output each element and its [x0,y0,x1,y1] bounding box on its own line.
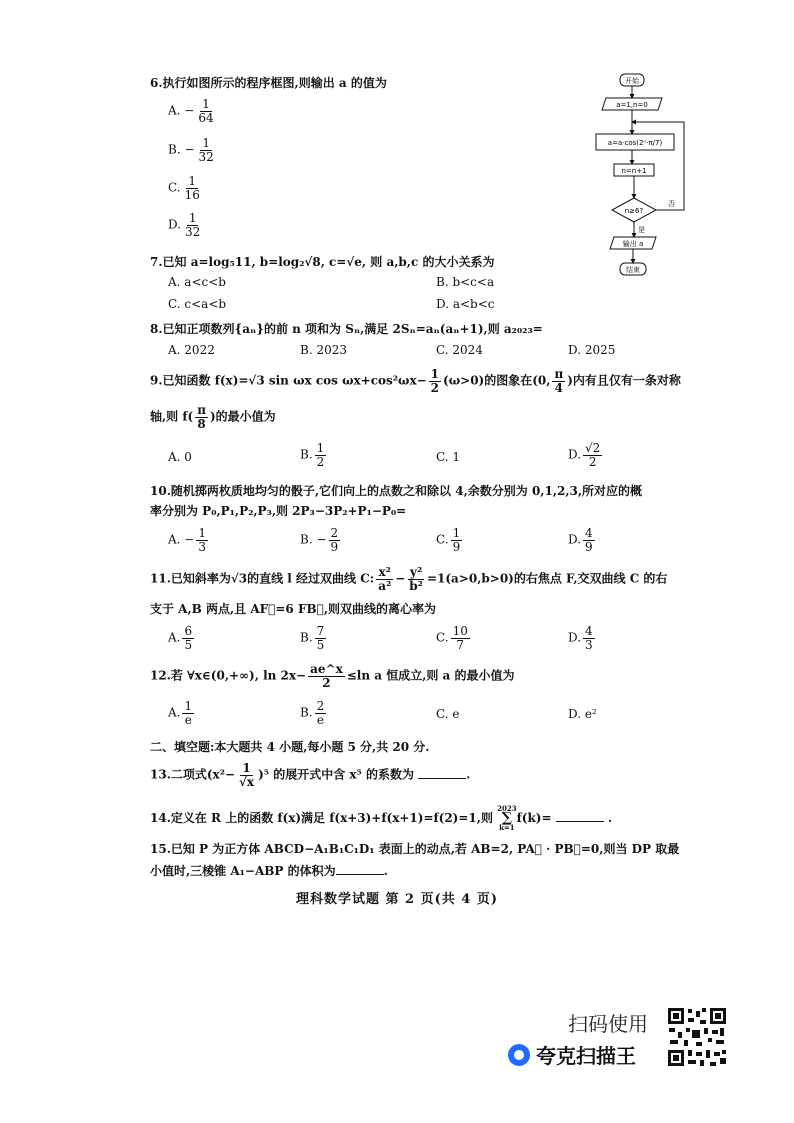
q10-stem-line2: 率分别为 P₀,P₁,P₂,P₃,则 2P₃−3P₂+P₁−P₀= [150,504,407,518]
q11-option-c: C. $\frac{10}{7}$ [436,624,468,652]
q8-option-a: A. 2022 [168,343,215,357]
q8-option-c: C. 2024 [436,343,483,357]
flow-increment-label: n=n+1 [621,167,647,175]
q11-option-d: D. $\frac{4}{3}$ [568,624,593,652]
q12-option-a: A. $\frac{1}{e}$ [168,699,193,727]
flowchart [590,72,700,282]
q10-stem: 10.随机掷两枚质地均匀的骰子,它们向上的点数之和除以 4,余数分别为 0,1,2,3,所对应的概 [150,484,643,498]
q15-stem-line2: 小值时,三棱锥 A₁−ABP 的体积为 . [150,864,388,878]
q6-stem: 6.执行如图所示的程序框图,则输出 a 的值为 [150,76,387,90]
flow-init-label: a=1,n=0 [616,101,648,109]
qr-code-icon [666,1006,728,1068]
q13-stem: 13.二项式(x²− $\frac{1}{√x}$ )⁵ 的展开式中含 x⁵ 的系数为 . [150,761,471,789]
q11-stem: 11.已知斜率为√3的直线 l 经过双曲线 C: $\frac{\text{x²}}{\text{a²}}$ − $\frac{\text{y²}}{\text{b²}}$ =1(a>0,b>0)的右焦点 F,交双曲线 C 的右 [150,565,668,593]
flow-end-label: 结束 [626,266,640,274]
flow-no-label: 否 [668,200,675,208]
q9-option-b: B. $\frac{1}{2}$ [300,441,325,469]
q8-option-b: B. 2023 [300,343,347,357]
q7-option-a: A. a<c<b [168,275,226,289]
q8-stem: 8.已知正项数列{aₙ}的前 n 项和为 Sₙ,满足 2Sₙ=aₙ(aₙ+1),则 a₂₀₂₃= [150,322,543,336]
q9-option-c: C. 1 [436,450,461,464]
q10-option-a: A. − $\frac{1}{3}$ [168,526,206,554]
q12-option-c: C. e [436,707,460,721]
q7-option-b: B. b<c<a [436,275,495,289]
quark-scanner-logo: 夸克扫描王 [508,1040,636,1069]
quark-logo-icon [508,1044,530,1066]
q9-stem-line2: 轴,则 f( $\frac{\pi}{8}$ )的最小值为 [150,403,276,431]
q12-stem: 12.若 ∀x∈(0,+∞), ln 2x− $\frac{ae\^{}x}{2}$ ≤ln a 恒成立,则 a 的最小值为 [150,662,515,690]
q10-option-c: C. $\frac{1}{9}$ [436,526,461,554]
q14-answer-blank[interactable] [556,809,604,822]
q6-option-b: B. − $\frac{1}{32}$ [168,136,214,164]
flow-start-label: 开始 [625,77,639,85]
q9-option-d: D. $\frac{√2}{2}$ [568,441,601,469]
q7-stem: 7.已知 a=log₅11, b=log₂√8, c=√e, 则 a,b,c 的大小关系为 [150,255,495,269]
flow-yes-label: 是 [638,226,645,234]
q13-answer-blank[interactable] [418,766,466,779]
q14-stem: 14.定义在 R 上的函数 f(x)满足 f(x+3)+f(x+1)=f(2)=1,则 2023 ∑ k=1 f(k)= . [150,804,613,832]
section-fill-in-heading: 二、填空题:本大题共 4 小题,每小题 5 分,共 20 分. [150,740,430,754]
q9-option-a: A. 0 [168,450,192,464]
q6-option-c: C. $\frac{1}{16}$ [168,174,200,202]
scan-to-use-label: 扫码使用 [568,1012,648,1036]
q15-stem: 15.已知 P 为正方体 ABCD−A₁B₁C₁D₁ 表面上的动点,若 AB=2, PA⃗ · PB⃗=0,则当 DP 取最 [150,842,680,856]
flow-output-label: 输出 a [622,240,644,248]
q14-summation: 2023 ∑ k=1 [497,804,517,832]
q7-option-c: C. c<a<b [168,297,227,311]
page-footer: 理科数学试题 第 2 页(共 4 页) [295,892,499,907]
flow-update-label: a=a·cos(2ⁿ·π/7) [607,139,663,147]
q8-option-d: D. 2025 [568,343,616,357]
flow-condition-label: n≥6? [624,207,644,215]
q12-option-d: D. e² [568,707,597,721]
q11-option-b: B. $\frac{7}{5}$ [300,624,325,652]
q10-option-b: B. − $\frac{2}{9}$ [300,526,339,554]
q11-stem-line2: 支于 A,B 两点,且 AF⃗=6 FB⃗,则双曲线的离心率为 [150,602,436,616]
q10-option-d: D. $\frac{4}{9}$ [568,526,593,554]
q11-option-a: A. $\frac{6}{5}$ [168,624,193,652]
q6-option-a: A. − $\frac{1}{64}$ [168,97,214,125]
q12-option-b: B. $\frac{2}{e}$ [300,699,325,727]
q9-stem: 9.已知函数 f(x)=√3 sin ωx cos ωx+cos²ωx− $\frac{1}{2}$ (ω>0)的图象在(0, $\frac{\pi}{4}$ )内有且仅有一条对称 [150,367,681,395]
q15-answer-blank[interactable] [336,862,384,875]
q7-option-d: D. a<b<c [436,297,495,311]
q6-option-d: D. $\frac{1}{32}$ [168,211,201,239]
